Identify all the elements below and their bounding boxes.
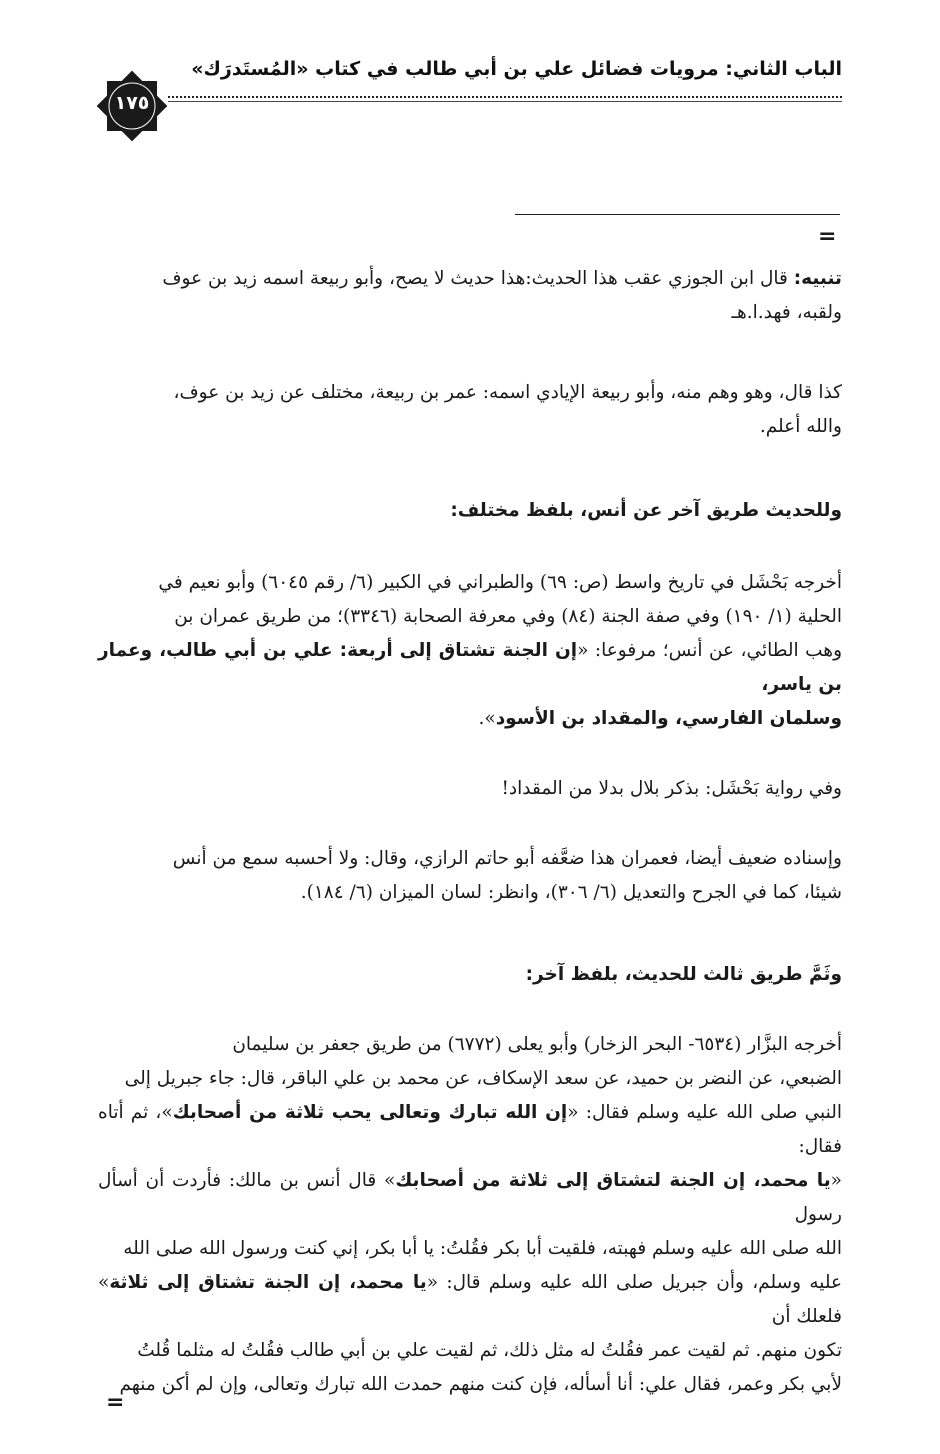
header-rule: [168, 101, 842, 102]
note-text: قال ابن الجوزي عقب هذا الحديث:هذا حديث لا يصح، وأبو ربيعة اسمه زيد بن عوف: [162, 268, 794, 289]
note-label: تنبيه:: [793, 268, 842, 289]
paragraph-2-line-4: [98, 702, 842, 736]
paragraph-4: [98, 842, 842, 910]
note-line-1: [98, 262, 842, 296]
section-heading-1: وللحديث طريق آخر عن أنس، بلفظ مختلف:: [450, 500, 842, 521]
page-number-badge: [96, 70, 168, 142]
paragraph-5-line-6: [98, 1266, 842, 1334]
section-heading-2: وثَمَّ طريق ثالث للحديث، بلفظ آخر:: [525, 964, 842, 985]
paragraph-5-line-4-text: » قال أنس بن مالك: فأردت أن أسأل رسول: [98, 1170, 842, 1225]
running-header-title: الباب الثاني: مرويات فضائل علي بن أبي طالب في كتاب «المُستَدرَك»: [191, 58, 842, 80]
paragraph-2-line-3: [98, 634, 842, 702]
paragraph-5-line-7: تكون منهم. ثم لقيت عمر فقُلتُ له مثل ذلك، ثم لقيت علي بن أبي طالب فقُلتُ له مثلما قُلتُ: [137, 1340, 842, 1361]
paragraph-5-line-3-text: النبي صلى الله عليه وسلم فقال: «: [567, 1102, 842, 1123]
paragraph-5-line-4-start: «: [830, 1170, 842, 1191]
note-line-2: ولقبه، فهد.ا.هـ: [731, 302, 842, 323]
paragraph-5-line-4: [98, 1164, 842, 1232]
paragraph-1: [98, 376, 842, 444]
paragraph-5-line-5: الله صلى الله عليه وسلم فهبته، فلقيت أبا بكر فقُلتُ: يا أبا بكر، إني كنت ورسول الله صلى الله: [123, 1238, 842, 1259]
paragraph-2-line-2: الحلية (١/ ١٩٠) وفي صفة الجنة (٨٤) وفي معرفة الصحابة (٣٣٤٦)؛ من طريق عمران بن: [174, 606, 842, 627]
footnote-separator: [515, 214, 840, 215]
paragraph-1-line-1: كذا قال، وهو وهم منه، وأبو ربيعة الإيادي اسمه: عمر بن ربيعة، مختلف عن زيد بن عوف،: [173, 382, 842, 403]
paragraph-5-line-6-text: عليه وسلم، وأن جبريل صلى الله عليه وسلم قال: «: [426, 1272, 843, 1293]
paragraph-2: [98, 566, 842, 736]
paragraph-2-line-3-text: وهب الطائي، عن أنس؛ مرفوعا: «: [577, 640, 842, 661]
continuation-mark-bottom: =: [106, 1390, 125, 1415]
continuation-mark-top: =: [818, 224, 837, 249]
hadith-quote-1: إن الجنة تشتاق إلى أربعة: علي بن أبي طالب، وعمار بن ياسر،: [98, 640, 842, 695]
paragraph-5: [98, 1028, 842, 1402]
paragraph-5-line-2: الضبعي، عن النضر بن حميد، عن سعد الإسكاف، عن محمد بن علي الباقر، قال: جاء جبريل إلى: [124, 1068, 842, 1089]
header-dotted-rule: [168, 96, 842, 98]
paragraph-2-line-4-end: ».: [478, 708, 496, 729]
paragraph-3: وفي رواية بَحْشَل: بذكر بلال بدلا من المقداد!: [501, 778, 842, 799]
hadith-quote-1-end: وسلمان الفارسي، والمقداد بن الأسود: [495, 708, 842, 729]
paragraph-4-line-1: وإسناده ضعيف أيضا، فعمران هذا ضعَّفه أبو حاتم الرازي، وقال: ولا أحسبه سمع من أنس: [172, 848, 842, 869]
paragraph-4-line-2: شيئا، كما في الجرح والتعديل (٦/ ٣٠٦)، وانظر: لسان الميزان (٦/ ١٨٤).: [300, 882, 842, 903]
hadith-quote-2: إن الله تبارك وتعالى يحب ثلاثة من أصحابك: [172, 1102, 568, 1123]
paragraph-5-line-8: لأبي بكر وعمر، فقال علي: أنا أسأله، فإن كنت منهم حمدت الله تبارك وتعالى، وإن لم أكن منهم: [119, 1374, 842, 1395]
note-paragraph: [98, 262, 842, 330]
page-number: ١٧٥: [114, 92, 150, 114]
paragraph-5-line-3-end: »، ثم أتاه فقال:: [98, 1102, 842, 1157]
paragraph-5-line-1: أخرجه البزَّار (٦٥٣٤- البحر الزخار) وأبو يعلى (٦٧٧٢) من طريق جعفر بن سليمان: [232, 1034, 842, 1055]
paragraph-2-line-1: أخرجه بَحْشَل في تاريخ واسط (ص: ٦٩) والطبراني في الكبير (٦/ رقم ٦٠٤٥) وأبو نعيم في: [158, 572, 842, 593]
paragraph-1-line-2: والله أعلم.: [759, 416, 842, 437]
hadith-quote-4: يا محمد، إن الجنة تشتاق إلى ثلاثة: [109, 1272, 427, 1293]
paragraph-5-line-6-end: » فلعلك أن: [98, 1272, 842, 1327]
paragraph-5-line-3: [98, 1096, 842, 1164]
hadith-quote-3: يا محمد، إن الجنة لتشتاق إلى ثلاثة من أصحابك: [395, 1170, 831, 1191]
